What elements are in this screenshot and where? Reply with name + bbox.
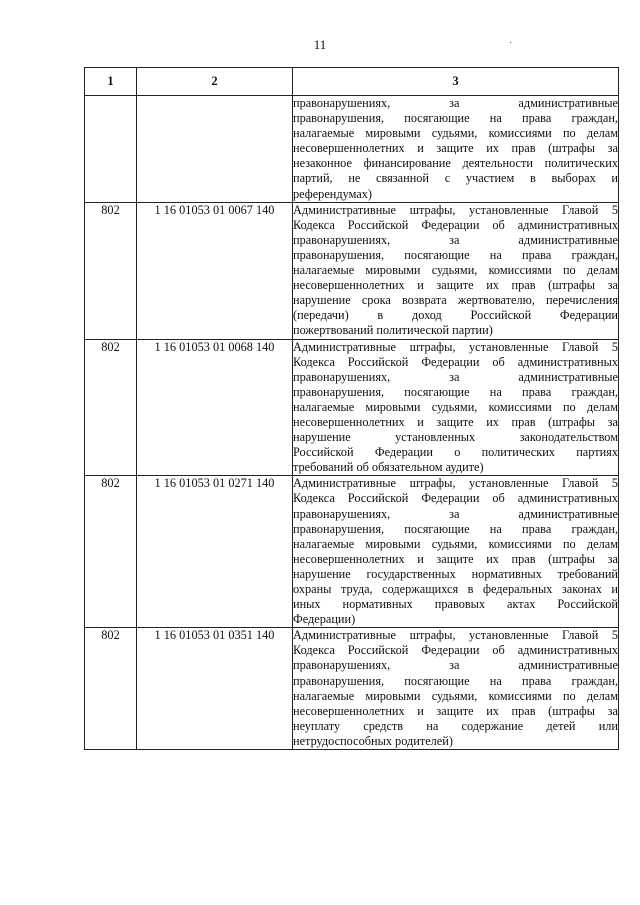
description-line: охраны труда, содержащихся в федеральных законах и	[293, 582, 618, 596]
description-line: Административные штрафы, установленные Главой 5	[293, 339, 618, 354]
description-line: правонарушения, посягающие на права граждан,	[293, 111, 618, 126]
description-line: налагаемые мировыми судьями, комиссиями по делам	[293, 126, 618, 141]
description-line: нарушение срока возврата жертвователю, перечисления	[293, 293, 618, 308]
header-col-2: 2	[137, 68, 293, 96]
description-line: правонарушениях, за административные	[293, 369, 618, 384]
budget-code-cell: 1 16 01053 01 0068 140	[137, 339, 293, 476]
description-line: пожертвований политической партии)	[293, 323, 493, 338]
scan-mark: ·	[509, 38, 513, 49]
description-cell	[293, 339, 619, 476]
table-row	[85, 96, 619, 203]
table-row	[85, 628, 619, 750]
description-line: неуплату средств на содержание детей или	[293, 718, 618, 733]
description-line: правонарушения, посягающие на права граждан,	[293, 673, 618, 688]
description-line: Кодекса Российской Федерации об административных	[293, 217, 618, 232]
description-cell	[293, 96, 619, 203]
description-line: иных нормативных правовых актах Российской	[293, 597, 618, 612]
header-col-3: 3	[293, 68, 619, 96]
admin-code-cell: 802	[85, 628, 137, 750]
description-cell	[293, 628, 619, 750]
admin-code-cell	[85, 96, 137, 203]
description-line: незаконное финансирование деятельности политических	[293, 156, 618, 171]
description-line: партий, не связанной с участием в выборах и	[293, 171, 618, 186]
description-line: несовершеннолетних и защите их прав (штрафы за	[293, 703, 618, 718]
header-col-1: 1	[85, 68, 137, 96]
description-line: правонарушениях, за административные	[293, 658, 618, 673]
budget-code-cell	[137, 96, 293, 203]
description-line: правонарушениях, за административные	[293, 506, 618, 521]
description-line: Кодекса Российской Федерации об административных	[293, 354, 618, 369]
description-line: правонарушения, посягающие на права граждан,	[293, 384, 618, 399]
description-line: Административные штрафы, установленные Главой 5	[293, 628, 618, 643]
description-line: Федерации)	[293, 612, 356, 627]
table-row	[85, 339, 619, 476]
page-number: 11	[313, 37, 327, 52]
description-line: нарушение государственных нормативных требований	[293, 566, 618, 581]
admin-code-cell: 802	[85, 202, 137, 339]
budget-code-cell: 1 16 01053 01 0351 140	[137, 628, 293, 750]
description-line: Кодекса Российской Федерации об административных	[293, 491, 618, 506]
description-line: налагаемые мировыми судьями, комиссиями по делам	[293, 536, 618, 551]
budget-code-cell: 1 16 01053 01 0271 140	[137, 476, 293, 628]
description-line: нарушение установленных законодательством	[293, 430, 618, 445]
description-line: налагаемые мировыми судьями, комиссиями по делам	[293, 688, 618, 703]
description-line: Административные штрафы, установленные Главой 5	[293, 476, 618, 491]
budget-classification-table	[84, 67, 619, 750]
admin-code-cell: 802	[85, 476, 137, 628]
description-line: несовершеннолетних и защите их прав (штрафы за	[293, 414, 618, 429]
budget-code-cell: 1 16 01053 01 0067 140	[137, 202, 293, 339]
description-line: правонарушениях, за административные	[293, 96, 618, 110]
description-line: правонарушениях, за административные	[293, 232, 618, 247]
table-row	[85, 202, 619, 339]
description-line: несовершеннолетних и защите их прав (штрафы за	[293, 141, 618, 156]
description-line: Кодекса Российской Федерации об административных	[293, 643, 618, 658]
description-line: Российской Федерации о политических партиях	[293, 445, 618, 460]
description-cell	[293, 476, 619, 628]
description-line: Административные штрафы, установленные Главой 5	[293, 202, 618, 217]
table-row	[85, 476, 619, 628]
description-line: правонарушения, посягающие на права граждан,	[293, 247, 618, 262]
table-header-row	[85, 68, 619, 96]
admin-code-cell: 802	[85, 339, 137, 476]
description-cell	[293, 202, 619, 339]
description-line: налагаемые мировыми судьями, комиссиями по делам	[293, 263, 618, 278]
description-line: правонарушения, посягающие на права граждан,	[293, 521, 618, 536]
description-line: референдумах)	[293, 186, 373, 201]
description-line: налагаемые мировыми судьями, комиссиями по делам	[293, 399, 618, 414]
description-line: (передачи) в доход Российской Федерации	[293, 308, 618, 323]
description-line: требований об обязательном аудите)	[293, 460, 484, 475]
description-line: нетрудоспособных родителей)	[293, 733, 453, 748]
description-line: несовершеннолетних и защите их прав (штрафы за	[293, 278, 618, 293]
description-line: несовершеннолетних и защите их прав (штрафы за	[293, 551, 618, 566]
